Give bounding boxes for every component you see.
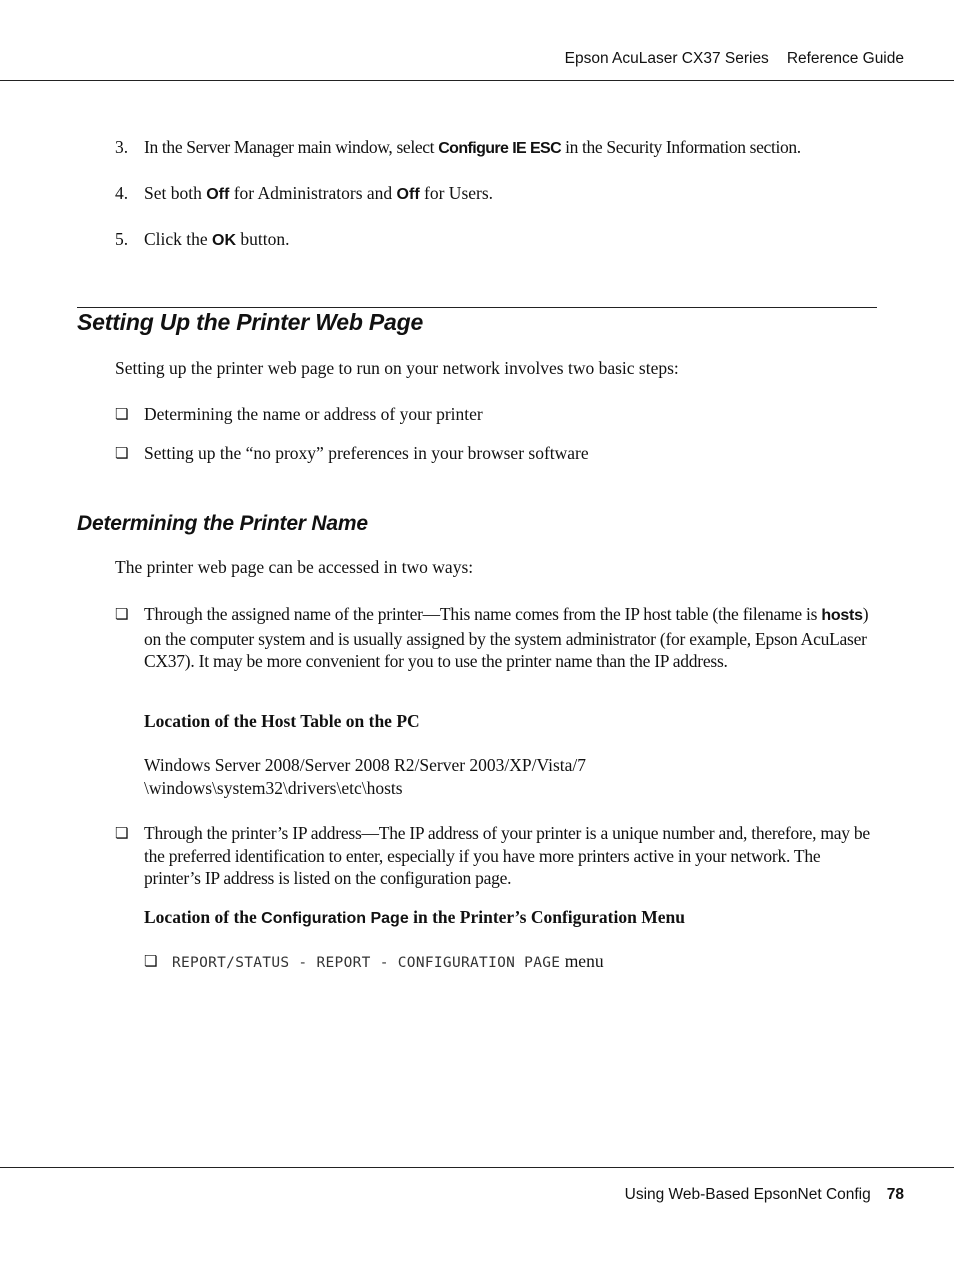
users-off-label: Off: [396, 186, 420, 203]
checkbox-bullet-icon: ❏: [144, 952, 158, 970]
page-number: 78: [886, 1186, 904, 1203]
configuration-page-label: Configuration Page: [261, 910, 409, 927]
header-product: Epson AcuLaser CX37 Series: [564, 50, 769, 67]
step-3: 3. In the Server Manager main window, select Configure IE ESC in the Security Information section.: [115, 137, 801, 157]
list-item-ip-address: ❏ Through the printer’s IP address—The IP address of your printer is a unique number and, therefore, may be the preferred identification to enter, especially if you have more printers active in your network. The printer’s IP address is listed on the configuration page.: [115, 823, 870, 888]
menu-configuration-page: CONFIGURATION PAGE: [397, 955, 561, 971]
running-header: [565, 50, 904, 68]
header-divider: [0, 80, 954, 81]
host-table-heading: Location of the Host Table on the PC: [144, 711, 420, 731]
step-4: 4. Set both Off for Administrators and Off for Users.: [115, 183, 494, 203]
section-title-determining: Determining the Printer Name: [77, 512, 368, 535]
step-5: 5. Click the OK button.: [115, 229, 290, 249]
admin-off-label: Off: [206, 186, 230, 203]
hosts-filename: hosts: [821, 607, 863, 624]
menu-report-status: REPORT/STATUS: [172, 955, 290, 971]
configure-ie-esc-label: Configure IE ESC: [438, 140, 562, 157]
list-item: ❏ Determining the name or address of your printer: [115, 404, 483, 424]
footer-chapter: Using Web-Based EpsonNet Config: [624, 1186, 871, 1203]
list-item-assigned-name: ❏ Through the assigned name of the printer—This name comes from the IP host table (the filename is hosts) on the computer system and is usually assigned by the system administrator (for example, Epson AcuLaser CX37). It may be more convenient for you to use the printer name than the IP address.: [115, 604, 869, 671]
ok-label: OK: [212, 232, 237, 249]
checkbox-bullet-icon: ❏: [115, 824, 129, 842]
menu-report: REPORT: [316, 955, 371, 971]
section2-intro: The printer web page can be accessed in two ways:: [115, 557, 474, 577]
host-table-location: [144, 754, 884, 799]
checkbox-bullet-icon: ❏: [115, 605, 129, 623]
host-table-os: Windows Server 2008/Server 2008 R2/Server 2003/XP/Vista/7: [144, 755, 587, 775]
host-table-path: \windows\system32\drivers\etc\hosts: [144, 777, 403, 798]
section-divider: [77, 307, 877, 308]
checkbox-bullet-icon: ❏: [115, 444, 129, 462]
checkbox-bullet-icon: ❏: [115, 405, 129, 423]
section1-intro: Setting up the printer web page to run on your network involves two basic steps:: [115, 358, 679, 378]
running-footer: [625, 1186, 904, 1204]
header-guide: Reference Guide: [786, 50, 904, 67]
config-page-heading: Location of the Configuration Page in the Printer’s Configuration Menu: [144, 907, 685, 927]
footer-divider: [0, 1167, 954, 1168]
menu-path-item: ❏ REPORT/STATUS - REPORT - CONFIGURATION PAGE menu: [144, 951, 604, 971]
section-title-setting-up: Setting Up the Printer Web Page: [77, 309, 424, 335]
list-item: ❏ Setting up the “no proxy” preferences in your browser software: [115, 443, 589, 463]
